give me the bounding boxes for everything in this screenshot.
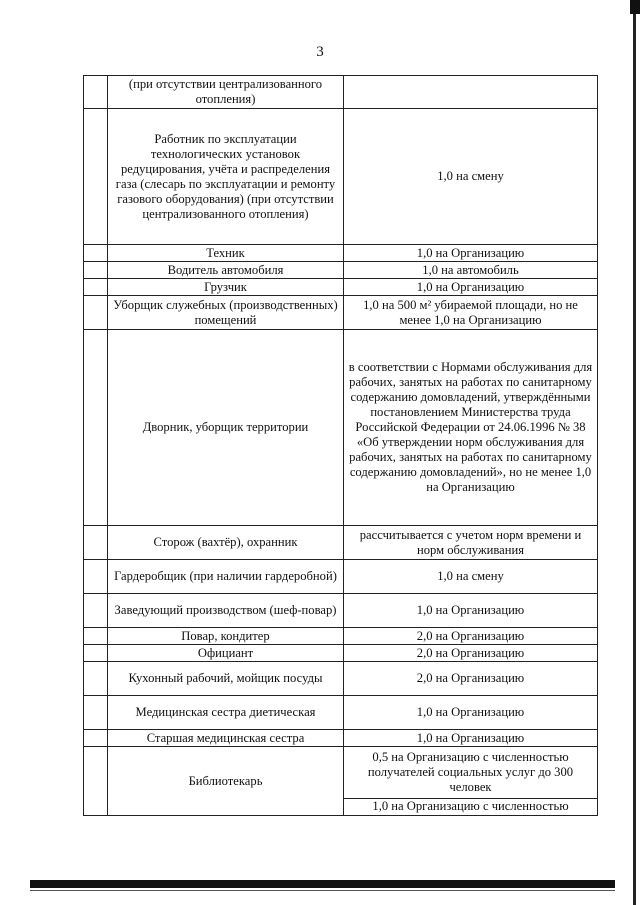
position-cell: Заведующий производством (шеф-повар): [108, 594, 344, 628]
table-row: [84, 560, 598, 594]
position-cell: Повар, кондитер: [108, 628, 344, 645]
table-row: [84, 662, 598, 696]
position-cell: Водитель автомобиля: [108, 262, 344, 279]
position-cell: Сторож (вахтёр), охранник: [108, 526, 344, 560]
norm-cell: в соответствии с Нормами обслуживания для рабочих, занятых на работах по санитарному содержанию домовладений, утверждёнными постановлением Министерства труда Российской Федерации от 24.06.1996 № 38 «Об утверждении норм обслуживания для рабочих, занятых на работах по санитарному содержанию домовладений», но не менее 1,0 на Организацию: [344, 330, 598, 526]
table-row: [84, 330, 598, 526]
norm-cell: 1,0 на Организацию: [344, 594, 598, 628]
scan-bottom-bar: [30, 880, 615, 888]
librarian-norm-secondary: 1,0 на Организацию с численностью: [344, 798, 597, 815]
staffing-norms-table: [83, 75, 598, 816]
norm-cell: 1,0 на Организацию: [344, 696, 598, 730]
position-cell: (при отсутствии централизованного отопления): [108, 76, 344, 109]
scan-edge-mark: [630, 0, 640, 14]
table-row: [84, 279, 598, 296]
librarian-norm-primary: 0,5 на Организацию с численностью получателей социальных услуг до 300 человек: [367, 750, 574, 794]
position-cell: Уборщик служебных (производственных) помещений: [108, 296, 344, 330]
norm-cell: [344, 747, 598, 816]
norm-cell: 1,0 на Организацию: [344, 245, 598, 262]
table-row: [84, 526, 598, 560]
table-row: [84, 594, 598, 628]
norm-cell: 2,0 на Организацию: [344, 645, 598, 662]
position-cell: Техник: [108, 245, 344, 262]
norm-cell: 1,0 на 500 м² убираемой площади, но не менее 1,0 на Организацию: [344, 296, 598, 330]
norm-cell: рассчитывается с учетом норм времени и норм обслуживания: [344, 526, 598, 560]
table-row-librarian: [84, 747, 598, 816]
table-row: [84, 645, 598, 662]
norm-cell: 1,0 на смену: [344, 109, 598, 245]
norm-cell: 1,0 на Организацию: [344, 279, 598, 296]
position-cell: Дворник, уборщик территории: [108, 330, 344, 526]
position-cell: Грузчик: [108, 279, 344, 296]
position-cell: Медицинская сестра диетическая: [108, 696, 344, 730]
position-cell: Гардеробщик (при наличии гардеробной): [108, 560, 344, 594]
position-cell: Старшая медицинская сестра: [108, 730, 344, 747]
table-row: [84, 245, 598, 262]
norm-cell: [344, 76, 598, 109]
position-cell: Работник по эксплуатации технологических установок редуцирования, учёта и распределения газа (слесарь по эксплуатации и ремонту газового оборудования) (при отсутствии централизованного отопления): [108, 109, 344, 245]
table-row: [84, 696, 598, 730]
table-row: [84, 296, 598, 330]
norm-cell: 1,0 на автомобиль: [344, 262, 598, 279]
norm-cell: 2,0 на Организацию: [344, 662, 598, 696]
norm-cell: 1,0 на смену: [344, 560, 598, 594]
scan-edge-line: [633, 0, 636, 905]
scan-bottom-line: [30, 890, 615, 891]
norm-cell: 1,0 на Организацию: [344, 730, 598, 747]
table-row: [84, 76, 598, 109]
position-cell: Официант: [108, 645, 344, 662]
norm-cell: 2,0 на Организацию: [344, 628, 598, 645]
position-cell: Кухонный рабочий, мойщик посуды: [108, 662, 344, 696]
position-cell: Библиотекарь: [108, 747, 344, 816]
table-row: [84, 109, 598, 245]
table-row: [84, 628, 598, 645]
table-row: [84, 262, 598, 279]
page-number: 3: [316, 44, 324, 60]
table-row: [84, 730, 598, 747]
